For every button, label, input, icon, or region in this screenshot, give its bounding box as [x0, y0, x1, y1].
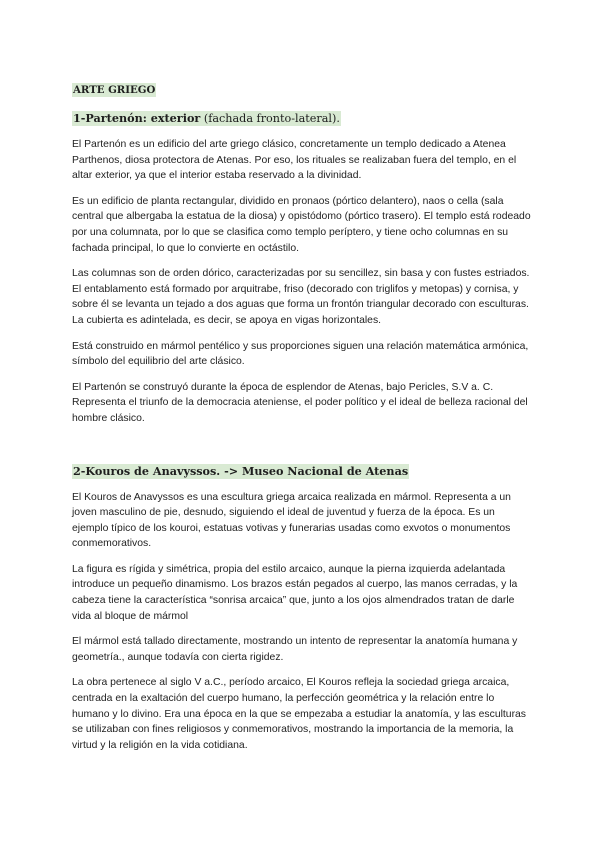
section-heading-normal: (fachada fronto-lateral).: [200, 112, 340, 125]
section-heading-kouros: [72, 464, 532, 478]
paragraph: El Partenón se construyó durante la época de esplendor de Atenas, bajo Pericles, S.V a. C. Representa el triunfo de la democracia ateniense, el poder político y el ideal de belleza racional del hombre clásico.: [72, 381, 528, 424]
paragraph: El Partenón es un edificio del arte griego clásico, concretamente un templo dedicado a Atenea Parthenos, diosa protectora de Atenas. Por eso, los rituales se realizaban fuera del templo, en el altar exterior, ya que el interior estaba reservado a la divinidad.: [72, 139, 517, 182]
paragraph: Las columnas son de orden dórico, caracterizadas por su sencillez, sin basa y con fustes estriados. El entablamento está formado por arquitrabe, friso (decorado con triglifos y metopas) y cornisa, y sobre él se levanta un tejado a dos aguas que forma un frontón triangular decorado con esculturas. La cubierta es adintelada, es decir, se apoya en vigas horizontales.: [72, 268, 530, 326]
paragraph: Es un edificio de planta rectangular, dividido en pronaos (pórtico delantero), naos o cella (sala central que albergaba la estatua de la diosa) y opistódomo (pórtico trasero). El templo está rodeado por una columnata, por lo que se clasifica como templo períptero, y tiene ocho columnas en su fachada principal, lo que lo convierte en octástilo.: [72, 195, 531, 254]
paragraph: La obra pertenece al siglo V a.C., período arcaico, El Kouros refleja la sociedad griega arcaica, centrada en la exaltación del cuerpo humano, la perfección geométrica y la relación entre lo humano y lo divino. Era una época en la que se empezaba a estudiar la anatomía, y las esculturas se utilizaban con fines religiosos y conmemorativos, mostrando la importancia de la memoria, la virtud y la religión en la vida cotidiana.: [72, 677, 527, 751]
section-heading-highlight: [72, 111, 341, 126]
paragraph: El mármol está tallado directamente, mostrando un intento de representar la anatomía humana y geometría., aunque todavía con cierta rigidez.: [72, 636, 518, 663]
section-heading-bold: 1-Partenón: exterior: [73, 111, 201, 125]
document-body: [72, 80, 532, 763]
paragraph: Está construido en mármol pentélico y sus proporciones siguen una relación matemática armónica, símbolo del equilibrio del arte clásico.: [72, 340, 529, 368]
paragraph: El Kouros de Anavyssos es una escultura griega arcaica realizada en mármol. Representa a un joven masculino de pie, desnudo, siguiendo el ideal de juventud y fuerza de la época. Es un ejemplo típico de los kouroi, estatuas votivas y funerarias usadas como exvotos o monumentos conmemorativos.: [72, 491, 511, 550]
section-heading-partenon: [72, 111, 532, 125]
document-title: ARTE GRIEGO: [73, 84, 156, 96]
section-heading-bold: 2-Kouros de Anavyssos. -> Museo Nacional de Atenas: [73, 463, 409, 478]
section-heading-highlight: [72, 464, 409, 479]
paragraph: La figura es rígida y simétrica, propia del estilo arcaico, aunque la pierna izquierda adelantada introduce un pequeño dinamismo. Los brazos están pegados al cuerpo, las manos cerradas, y la cabeza tiene la característica “sonrisa arcaica” que, junto a los ojos almendrados tratan de darle vida al bloque de mármol: [72, 563, 518, 622]
section-spacer: [72, 437, 532, 464]
